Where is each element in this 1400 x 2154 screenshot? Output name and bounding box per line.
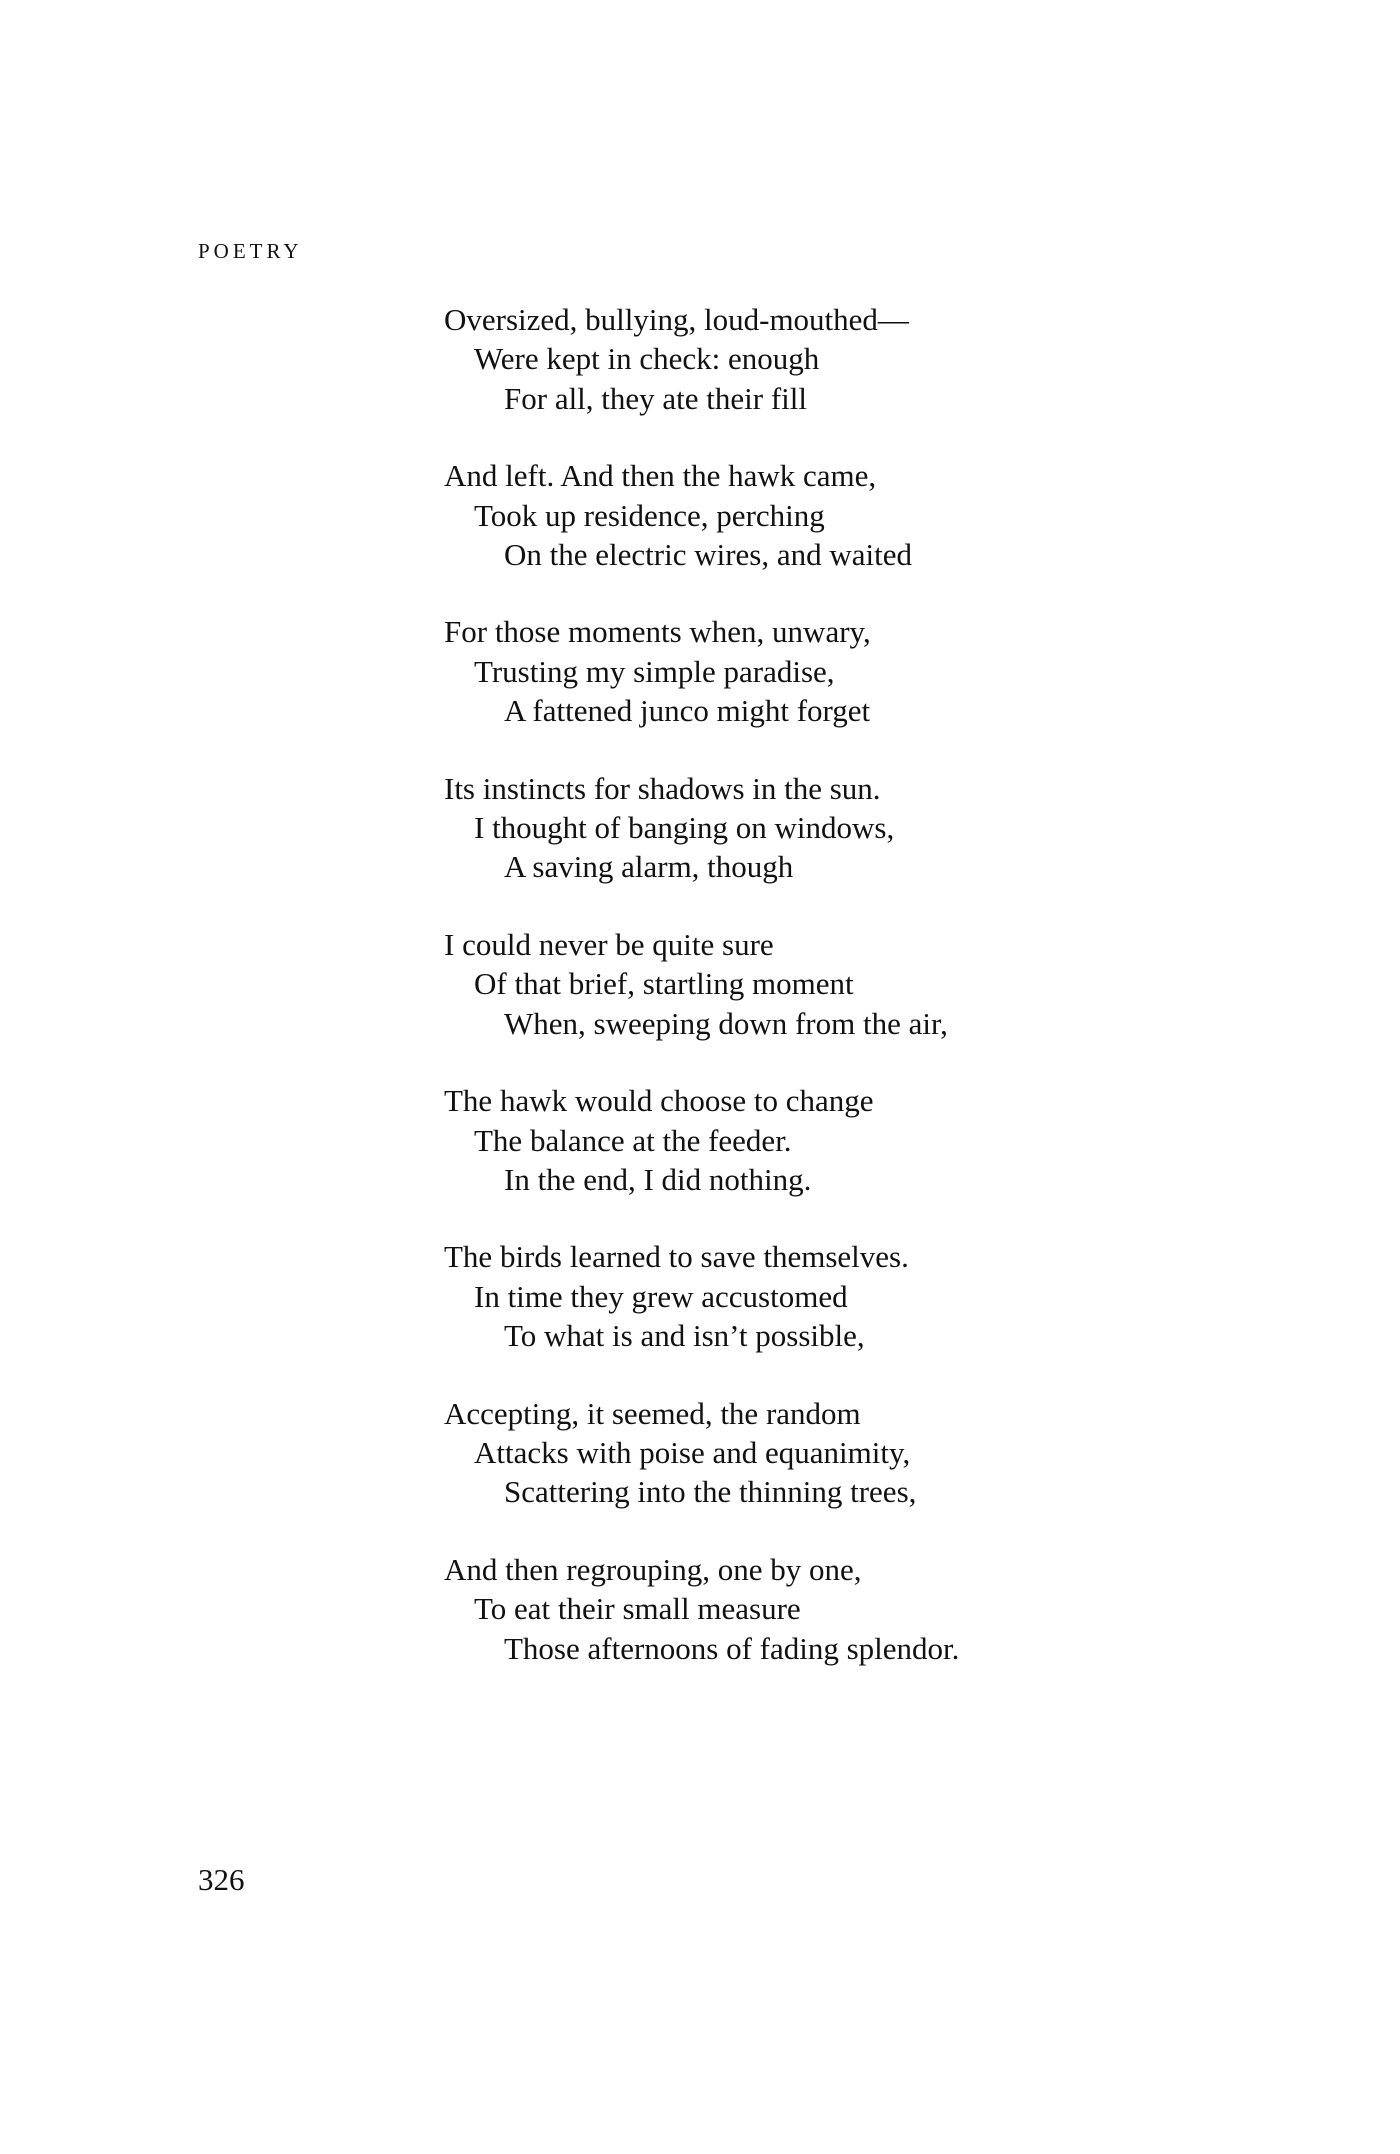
poem-line: Oversized, bullying, loud-mouthed— xyxy=(444,302,909,337)
stanza xyxy=(444,1550,1344,1668)
poem-line: Trusting my simple paradise, xyxy=(474,653,835,689)
stanza xyxy=(444,1081,1344,1199)
poem-line: For all, they ate their fill xyxy=(504,380,808,416)
poem-line: Took up residence, perching xyxy=(474,497,825,533)
poem-line: I thought of banging on windows, xyxy=(474,810,895,846)
stanza xyxy=(444,925,1344,1043)
running-head: POETRY xyxy=(198,239,303,263)
poem-line: The birds learned to save themselves. xyxy=(444,1239,909,1275)
poem-line: A fattened junco might forget xyxy=(504,693,871,729)
stanza xyxy=(444,1237,1344,1355)
poem-line: When, sweeping down from the air, xyxy=(504,1005,948,1041)
stanza xyxy=(444,612,1344,730)
poem-line: The hawk would choose to change xyxy=(444,1083,874,1119)
poem-line: In time they grew accustomed xyxy=(474,1278,848,1314)
poem-line: For those moments when, unwary, xyxy=(444,614,871,650)
poem-line: Of that brief, startling moment xyxy=(474,966,854,1002)
stanza xyxy=(444,1394,1344,1512)
poem-line: Were kept in check: enough xyxy=(474,341,820,377)
poem-line: Those afternoons of fading splendor. xyxy=(504,1630,960,1666)
poem-line: I could never be quite sure xyxy=(444,926,774,962)
stanza xyxy=(444,769,1344,887)
poem-line: To what is and isn’t possible, xyxy=(504,1318,865,1354)
poem-line: And then regrouping, one by one, xyxy=(444,1551,862,1587)
poem-line: A saving alarm, though xyxy=(504,849,794,885)
poem-line: Accepting, it seemed, the random xyxy=(444,1395,861,1431)
stanza xyxy=(444,300,1344,418)
page-number: 326 xyxy=(198,1862,245,1897)
poem-line: The balance at the feeder. xyxy=(474,1122,792,1158)
poem-body xyxy=(444,300,1344,1706)
poem-line: On the electric wires, and waited xyxy=(504,537,912,573)
poem-line: Scattering into the thinning trees, xyxy=(504,1474,917,1510)
poem-line: Its instincts for shadows in the sun. xyxy=(444,770,881,806)
poem-line: In the end, I did nothing. xyxy=(504,1161,812,1197)
stanza xyxy=(444,456,1344,574)
poem-line: And left. And then the hawk came, xyxy=(444,458,877,494)
poem-line: Attacks with poise and equanimity, xyxy=(474,1434,911,1470)
poem-line: To eat their small measure xyxy=(474,1591,801,1627)
